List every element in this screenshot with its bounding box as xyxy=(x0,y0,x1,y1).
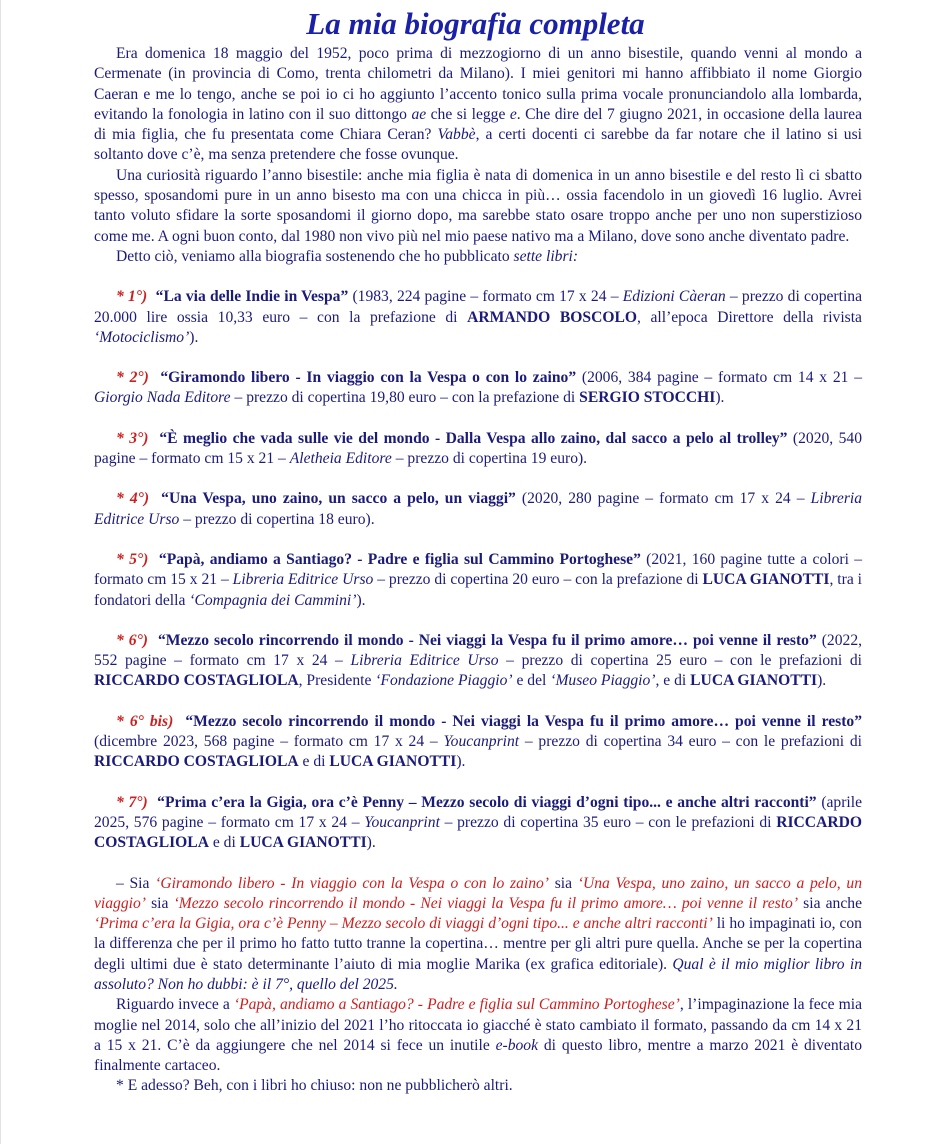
closing-paragraph-1: – Sia ‘Giramondo libero - In viaggio con la Vespa o con lo zaino’ sia ‘Una Vespa, uno zaino, un sacco a pelo, un viaggio’ sia ‘Mezzo secolo rincorrendo il mondo - Nei viaggi la Vespa fu il primo amore… poi venne il resto’ sia anche ‘Prima c’era la Gigia, ora c’è Penny – Mezzo secolo di viaggi d’ogni tipo... e anche altri racconti’ li ho impaginati io, con la differenza che per il primo ho fatto tutto tranne la copertina… mentre per gli altri pure quella. Anche se per la copertina degli ultimi due è stato determinante l’aiuto di mia moglie Marika (ex grafica editoriale). Qual è il mio miglior libro in assoluto? Non ho dubbi: è il 7°, quello del 2025. xyxy=(94,874,863,993)
closing-paragraph-2: Riguardo invece a ‘Papà, andiamo a Santiago? - Padre e figlia sul Cammino Portoghese’, l’impaginazione la fece mia moglie nel 2014, solo che all’inizio del 2021 l’ho ritoccata io giacché è stato cambiato il formato, passando da cm 14 x 21 a 15 x 21. C’è da aggiungere che nel 2014 si fece un inutile e-book di questo libro, mentre a marzo 2021 è diventato finalmente cartaceo. xyxy=(94,996,862,1075)
page-title: La mia biografia completa xyxy=(306,6,645,41)
book-entry-4: * 4°) “Una Vespa, uno zaino, un sacco a pelo, un viaggi” (2020, 280 pagine – formato cm 17 x 24 – Libreria Editrice Urso – prezzo di copertina 18 euro). xyxy=(94,490,863,528)
intro-paragraph-1: Era domenica 18 maggio del 1952, poco prima di mezzogiorno di un anno bisestile, quando venni al mondo a Cermenate (in provincia di Como, trenta chilometri da Milano). I miei genitori mi hanno affibbiato il nome Giorgio Caeran e me lo tengo, anche se poi io ci ho aggiunto l’accento tonico sulla prima vocale pronunciandolo alla lombarda, evitando la fonologia in latino con il suo dittongo ae che si legge e. Che dire del 7 giugno 2021, in occasione della laurea di mia figlia, che fu presentata come Chiara Ceran? Vabbè, a certi docenti ci sarebbe da far notare che il latino si usi soltanto dove c’è, ma senza pretendere che fosse ovunque. xyxy=(94,45,863,164)
book-entry-2: * 2°) “Giramondo libero - In viaggio con la Vespa o con lo zaino” (2006, 384 pagine – formato cm 14 x 21 – Giorgio Nada Editore – prezzo di copertina 19,80 euro – con la prefazione di SERGIO STOCCHI). xyxy=(94,369,863,407)
closing-paragraph-3: * E adesso? Beh, con i libri ho chiuso: non ne pubblicherò altri. xyxy=(116,1077,513,1095)
book-entry-7: * 7°) “Prima c’era la Gigia, ora c’è Penny – Mezzo secolo di viaggi d’ogni tipo... e anche altri racconti” (aprile 2025, 576 pagine – formato cm 17 x 24 – Youcanprint – prezzo di copertina 35 euro – con le prefazioni di RICCARDO COSTAGLIOLA e di LUCA GIANOTTI). xyxy=(94,793,863,852)
book-entry-6: * 6°) “Mezzo secolo rincorrendo il mondo - Nei viaggi la Vespa fu il primo amore… poi venne il resto” (2022, 552 pagine – formato cm 17 x 24 – Libreria Editrice Urso – prezzo di copertina 25 euro – con le prefazioni di RICCARDO COSTAGLIOLA, Presidente ‘Fondazione Piaggio’ e del ‘Museo Piaggio’, e di LUCA GIANOTTI). xyxy=(94,631,863,690)
book-entry-6-bis: * 6° bis) “Mezzo secolo rincorrendo il mondo - Nei viaggi la Vespa fu il primo amore… poi venne il resto” (dicembre 2023, 568 pagine – formato cm 17 x 24 – Youcanprint – prezzo di copertina 34 euro – con le prefazioni di RICCARDO COSTAGLIOLA e di LUCA GIANOTTI). xyxy=(94,712,863,771)
book-entry-1: * 1°) “La via delle Indie in Vespa” (1983, 224 pagine – formato cm 17 x 24 – Edizioni Càeran – prezzo di copertina 20.000 lire ossia 10,33 euro – con la prefazione di ARMANDO BOSCOLO, all’epoca Direttore della rivista ‘Motociclismo’). xyxy=(94,288,863,346)
book-entry-3: * 3°) “È meglio che vada sulle vie del mondo - Dalla Vespa allo zaino, dal sacco a pelo al trolley” (2020, 540 pagine – formato cm 15 x 21 – Aletheia Editore – prezzo di copertina 19 euro). xyxy=(94,429,863,468)
book-entry-5: * 5°) “Papà, andiamo a Santiago? - Padre e figlia sul Cammino Portoghese” (2021, 160 pagine tutte a colori – formato cm 15 x 21 – Libreria Editrice Urso – prezzo di copertina 20 euro – con la prefazione di LUCA GIANOTTI, tra i fondatori della ‘Compagnia dei Cammini’). xyxy=(94,550,862,609)
intro-paragraph-2: Una curiosità riguardo l’anno bisestile: anche mia figlia è nata di domenica in un anno bisestile e del resto lì ci sbatto spesso, sposandomi pure in un anno bisesto ma con una chicca in più… ossia facendolo in un giovedì 16 luglio. Avrei tanto voluto sfidare la sorte sposandomi il giorno dopo, ma sarebbe stato osare troppo anche per uno non superstizioso come me. A ogni buon conto, dal 1980 non vivo più nel mio paese nativo ma a Milano, dove sono anche diventato padre. xyxy=(94,166,862,245)
document-body xyxy=(94,44,862,1097)
intro-paragraph-3: Detto ciò, veniamo alla biografia sostenendo che ho pubblicato sette libri: xyxy=(116,247,579,265)
